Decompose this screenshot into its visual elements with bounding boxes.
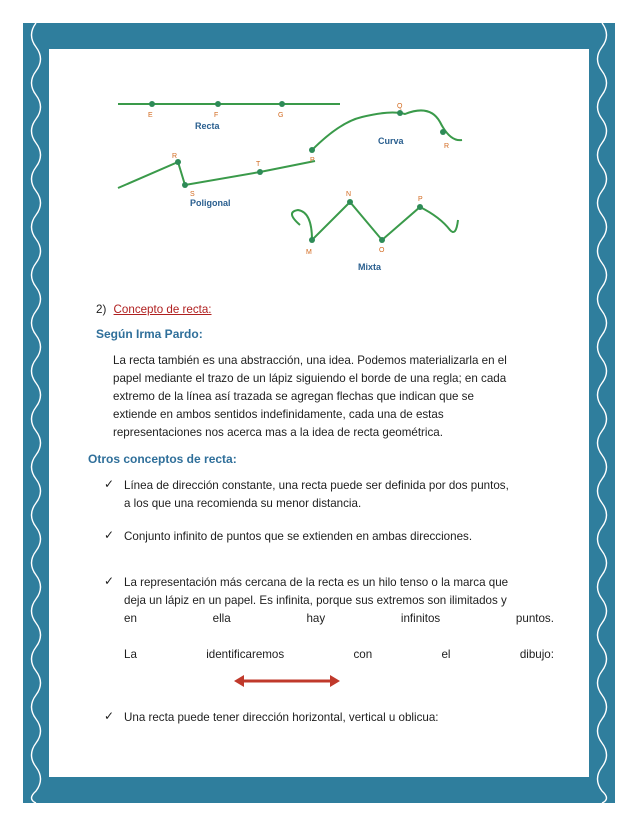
paragraph-line: La recta también es una abstracción, una idea. Podemos materializarla en el	[113, 354, 507, 367]
author-heading: Según Irma Pardo:	[96, 327, 203, 341]
point-label: R	[172, 153, 178, 160]
point-label: O	[379, 247, 385, 254]
list-item-line: Línea de dirección constante, una recta puede ser definida por dos puntos,	[124, 479, 509, 492]
point-label: R	[444, 143, 450, 150]
point-label: M	[306, 249, 312, 256]
list-item	[124, 477, 554, 513]
word: en	[124, 612, 137, 625]
word: ella	[212, 612, 231, 625]
check-icon: ✓	[104, 477, 115, 491]
section-title: Concepto de recta:	[113, 303, 212, 316]
word: puntos.	[515, 612, 554, 625]
list-item: Una recta puede tener dirección horizontal, vertical u oblicua:	[124, 711, 439, 724]
section-number: 2)	[96, 303, 107, 316]
word: dibujo:	[519, 648, 554, 661]
otros-heading: Otros conceptos de recta:	[88, 452, 237, 466]
section-heading	[96, 301, 212, 319]
word: infinitos	[400, 612, 441, 625]
point-label: N	[346, 191, 352, 198]
word: hay	[306, 612, 326, 625]
definition-paragraph	[113, 352, 549, 442]
check-icon: ✓	[104, 574, 115, 588]
list-item: Conjunto infinito de puntos que se extienden en ambas direcciones.	[124, 530, 473, 543]
list-item	[124, 574, 554, 628]
point-label: T	[256, 161, 261, 168]
drawing-intro-line	[124, 646, 554, 664]
list-item-line: a los que una recomienda su menor distancia.	[124, 497, 362, 510]
point-label: Q	[397, 103, 403, 110]
recta-label: Recta	[195, 121, 220, 131]
point-label: S	[190, 191, 195, 198]
word: identificaremos	[206, 648, 285, 661]
paragraph-line: extiende en ambos sentidos indefinidamente, cada una de estas	[113, 408, 444, 421]
paragraph-line: papel mediante el trazo de un lápiz siguiendo el borde de una regla; en cada	[113, 372, 507, 385]
word: con	[353, 648, 373, 661]
line-types-figure	[100, 82, 475, 292]
word: el	[441, 648, 451, 661]
paragraph-line: extremo de la línea así trazada se agregan flechas que indican que se	[113, 390, 474, 403]
list-item-spread-line	[124, 610, 554, 628]
paragraph-line: representaciones nos acerca mas a la idea de recta geométrica.	[113, 426, 443, 439]
poligonal-line	[118, 161, 315, 188]
point-label: P	[310, 157, 315, 164]
word: La	[124, 648, 137, 661]
double-arrow-icon	[234, 673, 340, 689]
poligonal-label: Poligonal	[190, 198, 231, 208]
point-label: G	[278, 112, 284, 119]
point-label: E	[148, 112, 153, 119]
list-item-line: deja un lápiz en un papel. Es infinita, porque sus extremos son ilimitados y	[124, 594, 507, 607]
mixta-label: Mixta	[358, 262, 382, 272]
point-label: P	[418, 196, 423, 203]
check-icon: ✓	[104, 709, 115, 723]
point-label: F	[214, 112, 219, 119]
list-item-line: La representación más cercana de la recta es un hilo tenso o la marca que	[124, 576, 509, 589]
check-icon: ✓	[104, 528, 115, 542]
mixta-line	[292, 202, 458, 240]
curva-label: Curva	[378, 136, 404, 146]
